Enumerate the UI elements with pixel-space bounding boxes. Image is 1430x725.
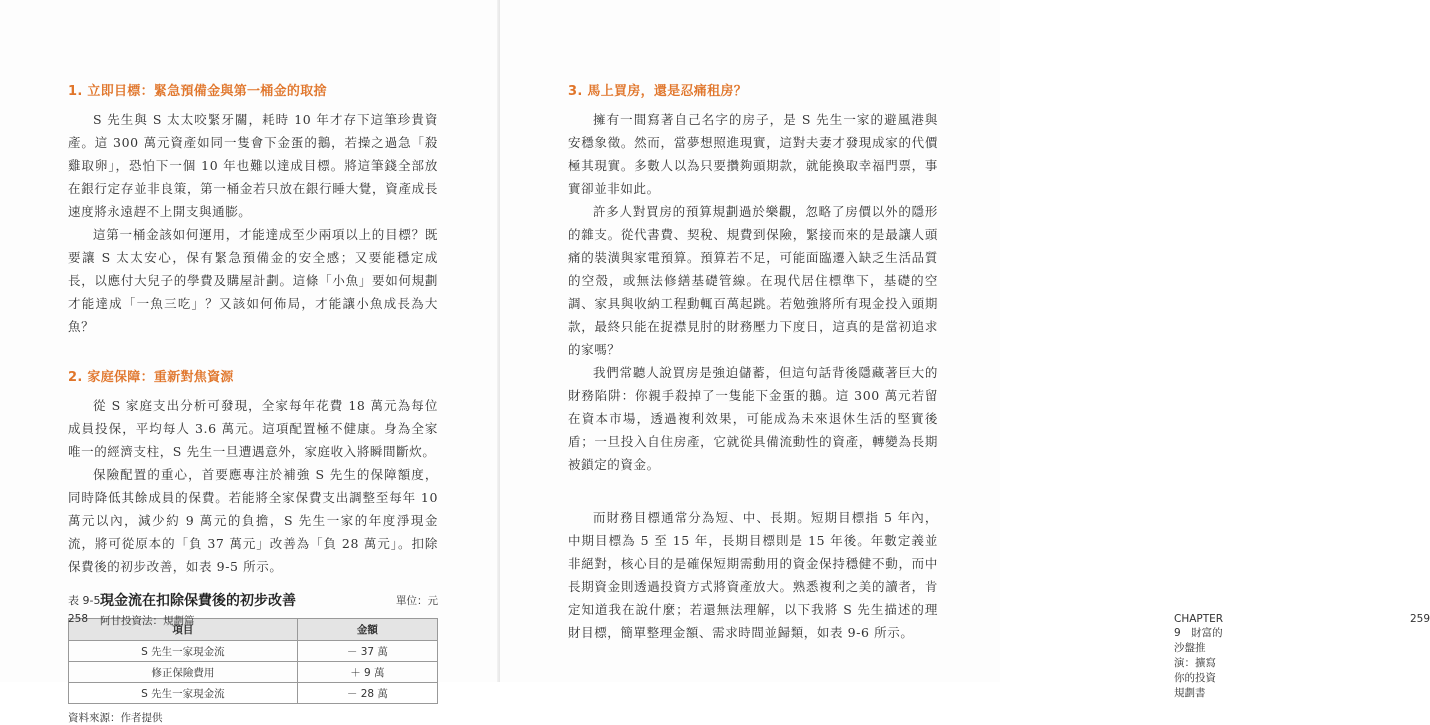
table-cell: 修正保險費用 — [69, 662, 298, 683]
table-cell: S 先生一家現金流 — [69, 683, 298, 704]
table-row — [69, 683, 438, 704]
table-row — [69, 662, 438, 683]
right-column — [568, 82, 938, 644]
page-number: 259 — [1410, 613, 1430, 625]
section-heading-family-protection: 2. 家庭保障：重新對焦資源 — [68, 370, 234, 385]
table-cell: － 28 萬 — [297, 683, 437, 704]
table-source: 資料來源：作者提供 — [68, 712, 163, 724]
page-number: 258 — [68, 613, 89, 625]
section-heading-buy-or-rent: 3. 馬上買房，還是忍痛租房？ — [568, 84, 748, 99]
section-heading-emergency-fund: 1. 立即目標：緊急預備金與第一桶金的取捨 — [68, 84, 327, 99]
paragraph: 許多人對買房的預算規劃過於樂觀，忽略了房價以外的隱形的雜支。從代書費、契稅、規費到保險，緊接而來的是最讓人頭痛的裝潢與家電預算。預算若不足，可能面臨遷入缺乏生活品質的空殼，或無法修繕基礎管線。在現代居住標準下，基礎的空調、家具與收納工程動輒百萬起跳。若勉強將所有現金投入頭期款，最終只能在捉襟見肘的財務壓力下度日，這真的是當初追求的家嗎？ — [568, 204, 938, 357]
left-page — [0, 0, 500, 724]
running-title: 阿甘投資法：規劃篇 — [100, 615, 195, 627]
paragraph: 而財務目標通常分為短、中、長期。短期目標指 5 年內，中期目標為 5 至 15 年，長期目標則是 15 年後。年數定義並非絕對，核心目的是確保短期需動用的資金保持穩健不動，而中長期資金則透過投資方式將資產放大。熟悉複利之美的讀者，肯定知道我在說什麼；若還無法理解，以下我將 S 先生描述的理財目標，簡單整理金額、需求時間並歸類，如表 9-6 所示。 — [568, 510, 938, 640]
paragraph: S 先生與 S 太太咬緊牙關，耗時 10 年才存下這筆珍貴資產。這 300 萬元資產如同一隻會下金蛋的鵝，若操之過急「殺雞取卵」，恐怕下一個 10 年也難以達成目標。將這筆錢全部放在銀行定存並非良策，第一桶金若只放在銀行睡大覺，資產成長速度將永遠趕不上開支與通膨。 — [68, 112, 438, 219]
paragraph: 我們常聽人說買房是強迫儲蓄，但這句話背後隱藏著巨大的財務陷阱：你親手殺掉了一隻能下金蛋的鵝。這 300 萬元若留在資本市場，透過複利效果，可能成為未來退休生活的堅實後盾；一旦投入自住房產，它就從具備流動性的資產，轉變為長期被鎖定的資金。 — [568, 365, 938, 472]
paragraph: 擁有一間寫著自己名字的房子，是 S 先生一家的避風港與安穩象徵。然而，當夢想照進現實，這對夫妻才發現成家的代價極其現實。多數人以為只要攢夠頭期款，就能換取幸福門票，事實卻並非如此。 — [568, 112, 938, 196]
paragraph: 保險配置的重心，首要應專注於補強 S 先生的保障額度，同時降低其餘成員的保費。若能將全家保費支出調整至每年 10 萬元以內，減少約 9 萬元的負擔，S 先生一家的年度淨現金流，將可從原本的「負 37 萬元」改善為「負 28 萬元」。扣除保費後的初步改善，如表 9-5 所示。 — [68, 467, 438, 574]
left-column — [68, 82, 438, 725]
running-chapter-title: CHAPTER 9 財富的沙盤推演：擴寫你的投資規劃書 — [1174, 613, 1224, 699]
table-number: 表 9-5 — [68, 594, 101, 607]
table-row — [69, 641, 438, 662]
cashflow-table — [68, 618, 438, 704]
table-cell: － 37 萬 — [297, 641, 437, 662]
table-cell: ＋ 9 萬 — [297, 662, 437, 683]
column-header: 金額 — [297, 619, 437, 641]
table-unit: 單位：元 — [396, 595, 438, 607]
column-header: 項目 — [69, 619, 298, 641]
paragraph: 從 S 家庭支出分析可發現，全家每年花費 18 萬元為每位成員投保，平均每人 3.6 萬元。這項配置極不健康。身為全家唯一的經濟支柱，S 先生一旦遭遇意外，家庭收入將瞬間斷炊。 — [68, 398, 438, 459]
table-title: 現金流在扣除保費後的初步改善 — [100, 593, 296, 609]
table-caption — [68, 586, 438, 612]
paragraph: 這第一桶金該如何運用，才能達成至少兩項以上的目標？既要讓 S 太太安心，保有緊急預備金的安全感；又要能穩定成長，以應付大兒子的學費及購屋計劃。這條「小魚」要如何規劃才能達成「一魚三吃」？又該如何佈局，才能讓小魚成長為大魚？ — [68, 227, 438, 334]
table-cell: S 先生一家現金流 — [69, 641, 298, 662]
